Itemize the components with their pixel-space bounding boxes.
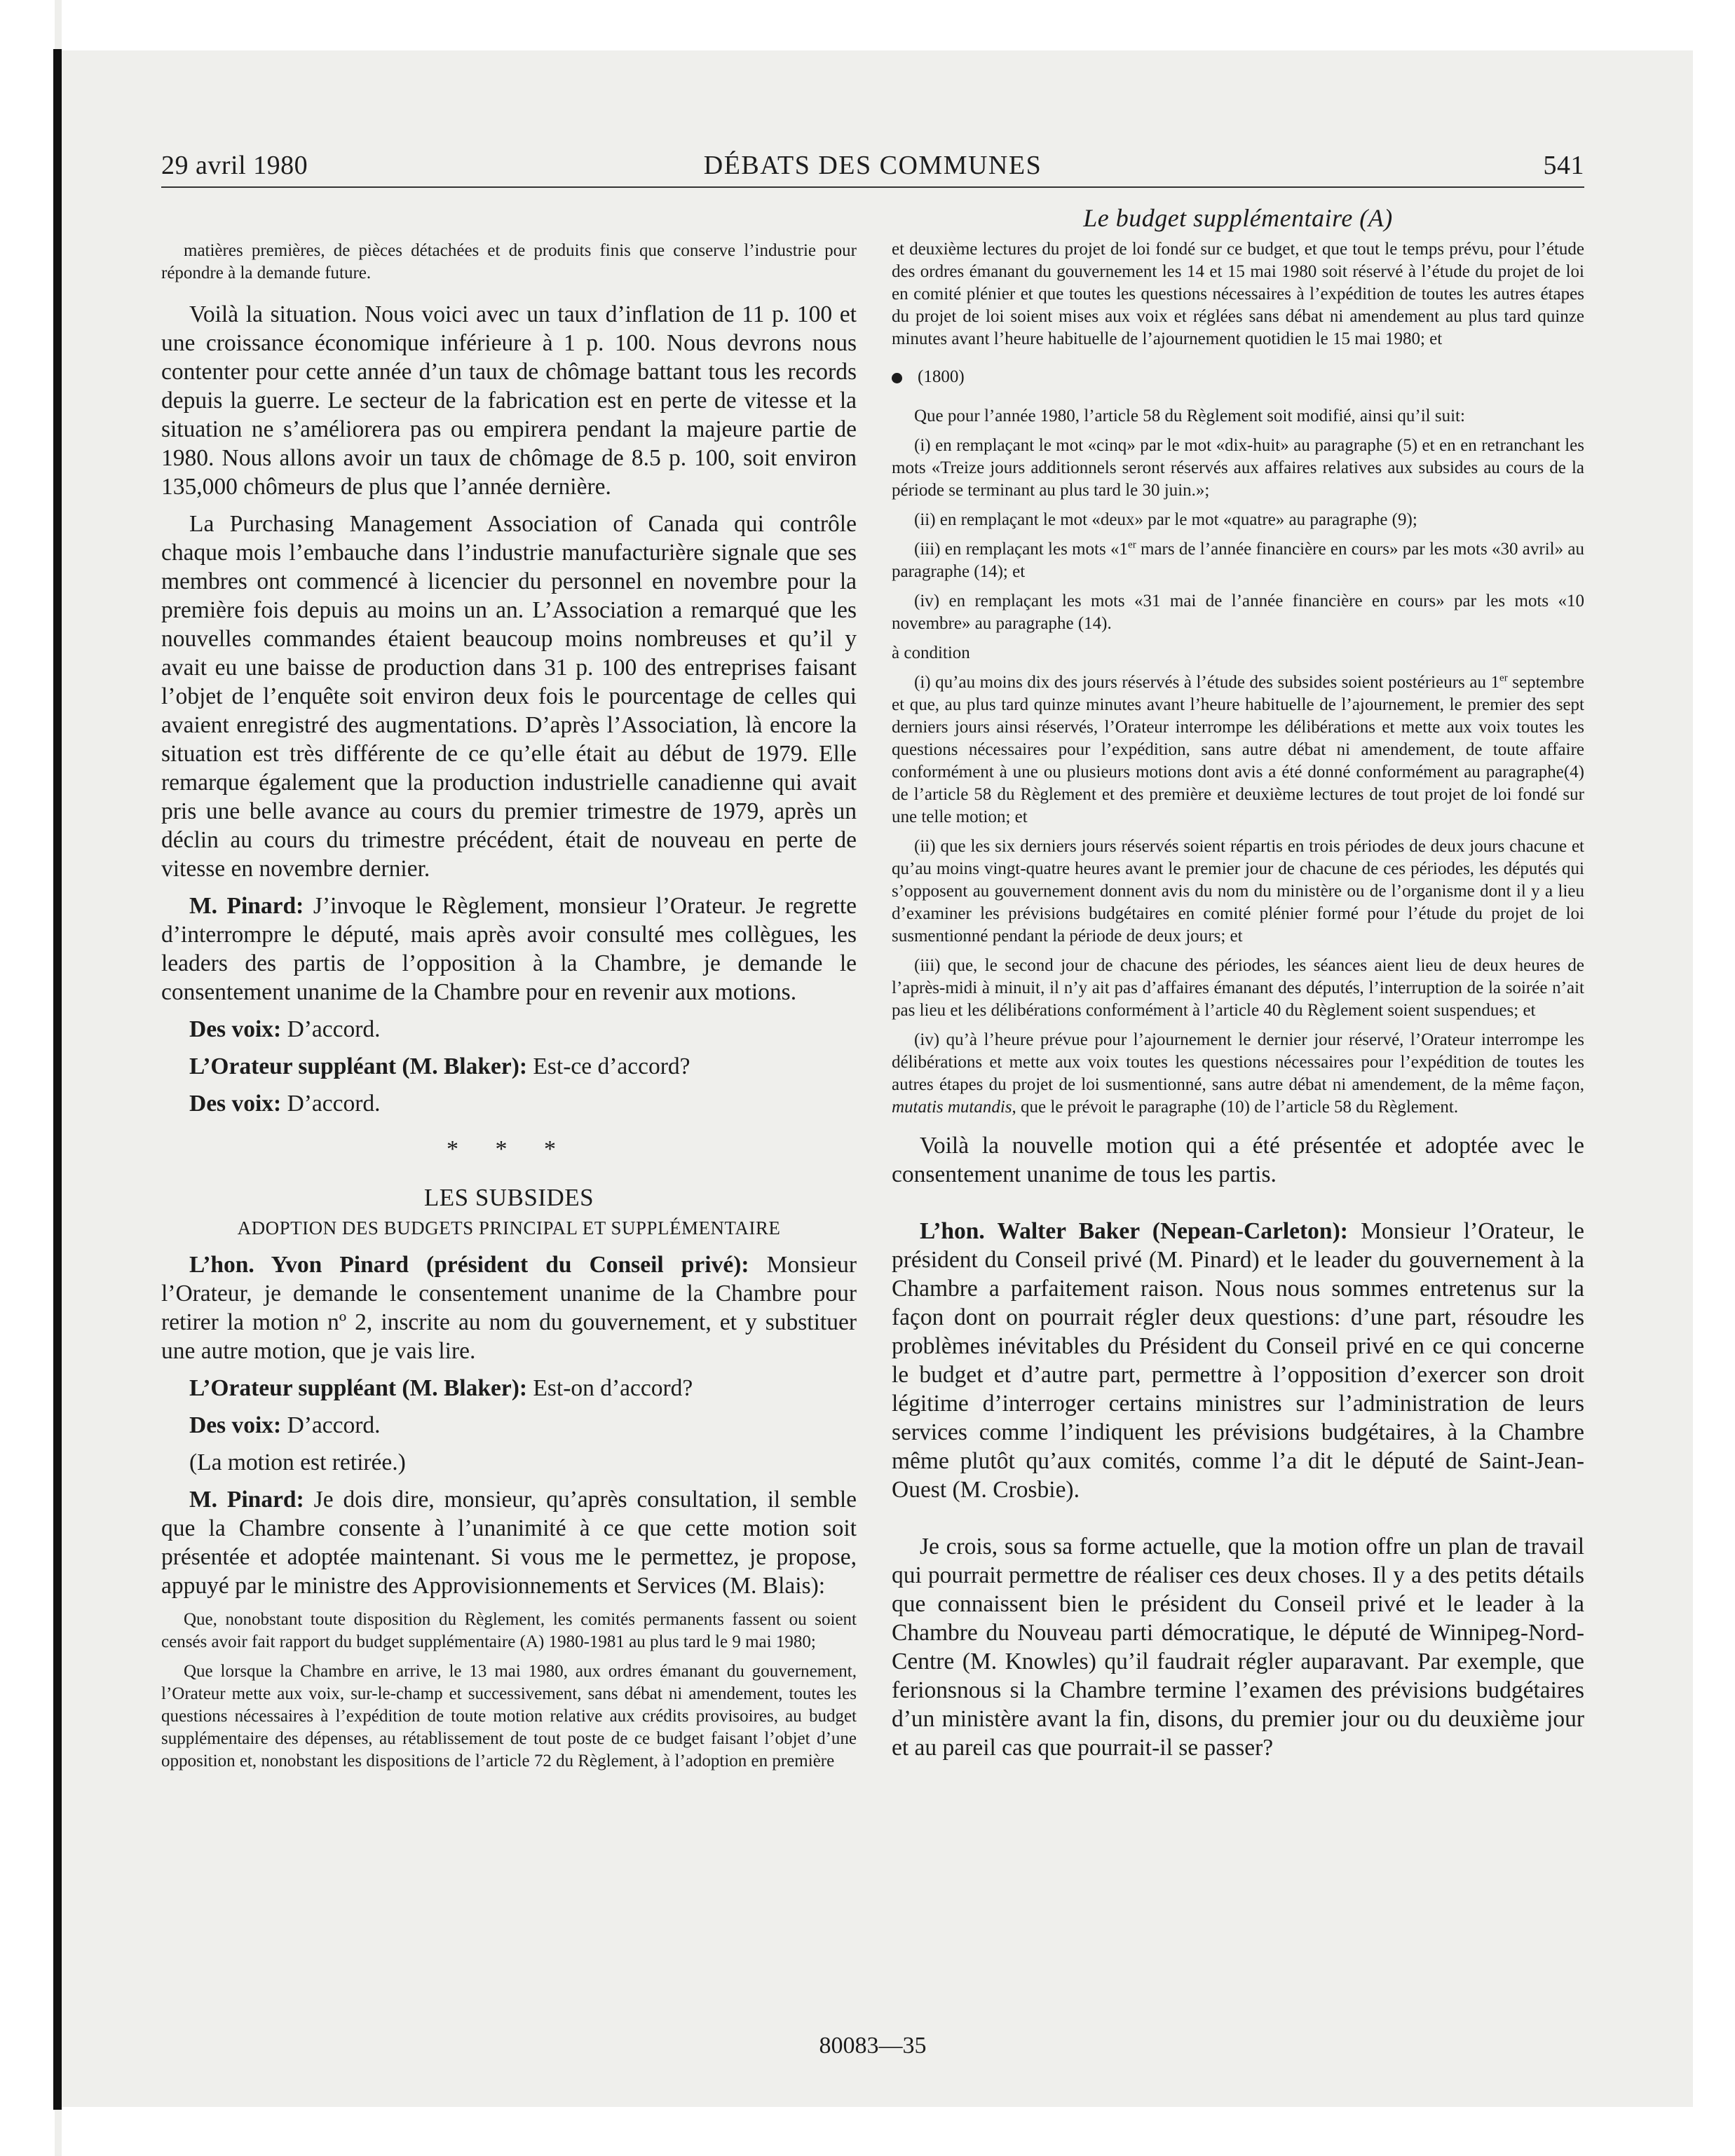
section-heading: LES SUBSIDES xyxy=(423,1184,594,1211)
bullet-icon xyxy=(892,373,902,383)
motion-text-part: septembre et que, au plus tard quinze minutes avant l’heure habituelle de l’ajournement, le premier des sept derniers jours ainsi réservés, l’Orateur interrompe les délibérations et mette aux voix toutes les questions nécessaires pour l’expédition, sans autre débat ni amendement, de toute affaire conformément à une ou plusieurs motions dont avis a été donné conformément au paragraphe(4) de l’article 58 du Règlement et des première et deuxième lectures de tout projet de loi fondé sur une telle motion; et xyxy=(892,673,1585,826)
speaker-name: Des voix: xyxy=(189,1091,282,1117)
speech xyxy=(161,1052,857,1081)
scan-margin-right xyxy=(1693,0,1735,2156)
left-column xyxy=(161,240,857,1780)
motion-text: Que pour l’année 1980, l’article 58 du Règlement soit modifié, ainsi qu’il suit: xyxy=(914,407,1465,425)
motion-text-part: (iv) qu’à l’heure prévue pour l’ajournement le dernier jour réservé, l’Orateur interrompe les délibérations et mette aux voix toutes les questions nécessaires pour l’expédition de toutes les autres étapes du projet de loi susmentionné, sans autre débat ni amendement, de la même façon, xyxy=(892,1030,1584,1094)
speech xyxy=(892,1217,1584,1504)
speech-text: Monsieur l’Orateur, je demande le consentement unanime de la Chambre pour retirer la motion nº 2, inscrite au nom du gouvernement, et y substituer une autre motion, que je vais lire. xyxy=(161,1252,857,1364)
scan-margin-top xyxy=(62,0,1735,50)
section-divider: * * * xyxy=(447,1136,571,1162)
motion-item xyxy=(892,671,1584,828)
speaker-name: Des voix: xyxy=(189,1016,282,1042)
time-marker-label: (1800) xyxy=(918,367,965,386)
italic-term: mutatis mutandis xyxy=(892,1098,1012,1117)
superscript: er xyxy=(1128,539,1136,551)
speech-text: Monsieur l’Orateur, le président du Conseil privé (M. Pinard) et le leader du gouvernement à la Chambre a parfaitement raison. Nous nous sommes entretenus sur la façon dont on pourrait régler deux questions: d’une part, résoudre les problèmes inévitables du Président du Conseil privé en ce qui concerne le budget et d’autre part, permettre à l’opposition d’exercer son droit légitime d’interroger certains ministres sur l’administration de leurs services comme l’indiquent les prévisions budgétaires, à la Chambre même plutôt qu’aux comités, comme l’a dit le député de Saint-Jean-Ouest (M. Crosbie). xyxy=(892,1218,1584,1503)
speech-text: Est-ce d’accord? xyxy=(527,1053,690,1079)
speech xyxy=(161,1015,857,1044)
header-date: 29 avril 1980 xyxy=(161,151,308,180)
motion-text: Que lorsque la Chambre en arrive, le 13 mai 1980, aux ordres émanant du gouvernement, l’Orateur mette aux voix, sur-le-champ et successivement, sans débat ni amendement, toutes les questions nécessaires à l’expédition de toute motion relative aux crédits provisoires, au budget supplémentaire des dépenses, au rétablissement de tout poste de ce budget faisant l’objet d’une opposition et, nonobstant les dispositions de l’article 72 du Règlement, à l’adoption en première xyxy=(161,1662,857,1770)
motion-item: (ii) en remplaçant le mot «deux» par le mot «quatre» au paragraphe (9); xyxy=(914,510,1417,529)
speech xyxy=(161,1485,857,1600)
motion-condition: à condition xyxy=(892,643,970,662)
motion-text: Que, nonobstant toute disposition du Règlement, les comités permanents fassent ou soient censés avoir fait rapport du budget supplémentaire (A) 1980-1981 au plus tard le 9 mai 1980; xyxy=(161,1610,857,1651)
speaker-name: L’Orateur suppléant (M. Blaker): xyxy=(189,1375,528,1401)
speaker-name: L’hon. Yvon Pinard (président du Conseil privé): xyxy=(189,1252,749,1278)
motion-item: (iv) en remplaçant les mots «31 mai de l’année financière en cours» par les mots «10 novembre» au paragraphe (14). xyxy=(892,592,1584,633)
time-marker xyxy=(892,366,1584,388)
document-page xyxy=(161,140,1584,2089)
motion-text-part: mars de l’année financière en cours» par les mots «30 avril» au paragraphe (14); et xyxy=(892,540,1584,581)
motion-text-part: , que le prévoit le paragraphe (10) de l’article 58 du Règlement. xyxy=(1012,1098,1459,1117)
motion-item: (i) en remplaçant le mot «cinq» par le mot «dix-huit» au paragraphe (5) et en en retranchant les mots «Treize jours additionnels seront réservés aux affaires relatives aux subsides au cours de la période se terminant au plus tard le 30 juin.»; xyxy=(892,436,1584,500)
running-head: Le budget supplémentaire (A) xyxy=(1083,204,1393,232)
speech-text: Je dois dire, monsieur, qu’après consultation, il semble que la Chambre consente à l’unanimité à ce que cette motion soit présentée et adoptée maintenant. Si vous me le permettez, je propose, appuyé par le ministre des Approvisionnements et Services (M. Blais): xyxy=(161,1487,857,1599)
motion-text-part: (i) qu’au moins dix des jours réservés à l’étude des subsides soient postérieurs au 1 xyxy=(914,673,1500,692)
speech-text: J’invoque le Règlement, monsieur l’Orateur. Je regrette d’interrompre le député, mais après avoir consulté mes collègues, les leaders des partis de l’opposition à la Chambre, je demande le consentement unanime de la Chambre pour en revenir aux motions. xyxy=(161,893,857,1005)
speaker-name: Des voix: xyxy=(189,1412,282,1438)
superscript: er xyxy=(1499,672,1508,684)
speech xyxy=(161,892,857,1007)
speech-text: D’accord. xyxy=(281,1091,381,1117)
motion-text: et deuxième lectures du projet de loi fondé sur ce budget, et que tout le temps prévu, pour l’étude des ordres émanant du gouvernement les 14 et 15 mai 1980 soit réservé à l’étude du projet de loi en comité plénier et que toutes les questions nécessaires à l’expédition de toutes les autres étapes du projet de loi soient mises aux voix et réglées sans débat ni amendement au plus tard quinze minutes avant l’heure habituelle de l’ajournement quotidien le 15 mai 1980; et xyxy=(892,240,1584,348)
header-page-number: 541 xyxy=(1543,151,1584,180)
speech-text: D’accord. xyxy=(281,1412,381,1438)
paragraph: Voilà la nouvelle motion qui a été présentée et adoptée avec le consentement unanime de tous les partis. xyxy=(892,1133,1584,1187)
scan-margin-bottom xyxy=(62,2107,1735,2156)
motion-item: (ii) que les six derniers jours réservés soient répartis en trois périodes de deux jours chacune et qu’au moins vingt-quatre heures avant le premier jour de chacune de ces périodes, les députés qui s’opposent au gouvernement donnent avis du nom du ministère ou de l’organisme dont il y a lieu d’examiner les prévisions budgétaires en comité plénier formé pour l’étude du projet de loi susmentionné pendant la période de deux jours; et xyxy=(892,837,1584,946)
scan-binding-edge xyxy=(53,49,62,2110)
speech xyxy=(161,1250,857,1365)
speech-text: D’accord. xyxy=(281,1016,381,1042)
motion-text-part: (iii) en remplaçant les mots «1 xyxy=(914,540,1129,559)
speaker-name: L’Orateur suppléant (M. Blaker): xyxy=(189,1053,528,1079)
page-header xyxy=(161,150,1584,192)
motion-item: (iii) que, le second jour de chacune des périodes, les séances aient lieu de deux heures de l’après-midi à minuit, il n’y ait pas d’affaires émanant des députés, l’interruption de la soirée n’ait pas lieu et les délibérations conformément à l’article 40 du Règlement soient suspendues; et xyxy=(892,956,1584,1020)
speech xyxy=(161,1374,857,1403)
motion-item xyxy=(892,1029,1584,1119)
speaker-name: L’hon. Walter Baker (Nepean-Carleton): xyxy=(920,1218,1348,1244)
speech xyxy=(161,1089,857,1118)
header-rule xyxy=(161,186,1584,188)
section-subheading: ADOPTION DES BUDGETS PRINCIPAL ET SUPPLÉMENTAIRE xyxy=(237,1217,781,1239)
speech-text: Est-on d’accord? xyxy=(527,1375,693,1401)
page-footer: 80083—35 xyxy=(819,2033,927,2059)
paragraph: matières premières, de pièces détachées et de produits finis que conserve l’industrie pour répondre à la demande future. xyxy=(161,241,857,282)
paragraph: Voilà la situation. Nous voici avec un taux d’inflation de 11 p. 100 et une croissance économique inférieure à 1 p. 100. Nous devrons nous contenter pour cette année d’un taux de chômage battant tous les records depuis la guerre. Le secteur de la fabrication est en perte de vitesse et la situation ne s’améliorera pas ou empirera pendant la majeure partie de 1980. Nous allons avoir un taux de chômage de 8.5 p. 100, soit environ 135,000 chômeurs de plus que l’année dernière. xyxy=(161,301,857,500)
paragraph: Je crois, sous sa forme actuelle, que la motion offre un plan de travail qui pourrait permettre de réaliser ces deux choses. Il y a des petits détails que connaissent bien le président du Conseil privé et le leader à la Chambre du Nouveau parti démocratique, le député de Winnipeg-Nord-Centre (M. Knowles) qu’il faudrait régler auparavant. Par exemple, que ferionsnous si la Chambre termine l’examen des prévisions budgétaires d’un ministère avant la fin, disons, du premier jour ou du deuxième jour et au pareil cas que pourrait-il se passer? xyxy=(892,1534,1584,1761)
header-title: DÉBATS DES COMMUNES xyxy=(703,151,1042,180)
paragraph: La Purchasing Management Association of Canada qui contrôle chaque mois l’embauche dans l’industrie manufacturière signale que ses membres ont commencé à licencier du personnel en novembre pour la première fois depuis au moins un an. L’Association a remarqué que les nouvelles commandes étaient beaucoup moins nombreuses et qu’il y avait eu une baisse de production dans 31 p. 100 des entreprises faisant l’objet de l’enquête soit environ deux fois le pourcentage de celles qui avaient enregistré des augmentations. D’après l’Association, là encore la situation est très différente de ce qu’elle était au début de 1979. Elle remarque également que la production industrielle canadienne qui avait pris une belle avance au cours du premier trimestre de 1979, après un déclin au cours du trimestre précédent, était de nouveau en perte de vitesse en novembre dernier. xyxy=(161,511,857,882)
speaker-name: M. Pinard: xyxy=(189,1487,304,1513)
motion-item xyxy=(892,538,1584,583)
stage-direction: (La motion est retirée.) xyxy=(189,1449,406,1475)
right-column xyxy=(892,203,1584,1770)
speech xyxy=(161,1411,857,1440)
speaker-name: M. Pinard: xyxy=(189,893,304,919)
scan-margin-left xyxy=(0,0,55,2156)
